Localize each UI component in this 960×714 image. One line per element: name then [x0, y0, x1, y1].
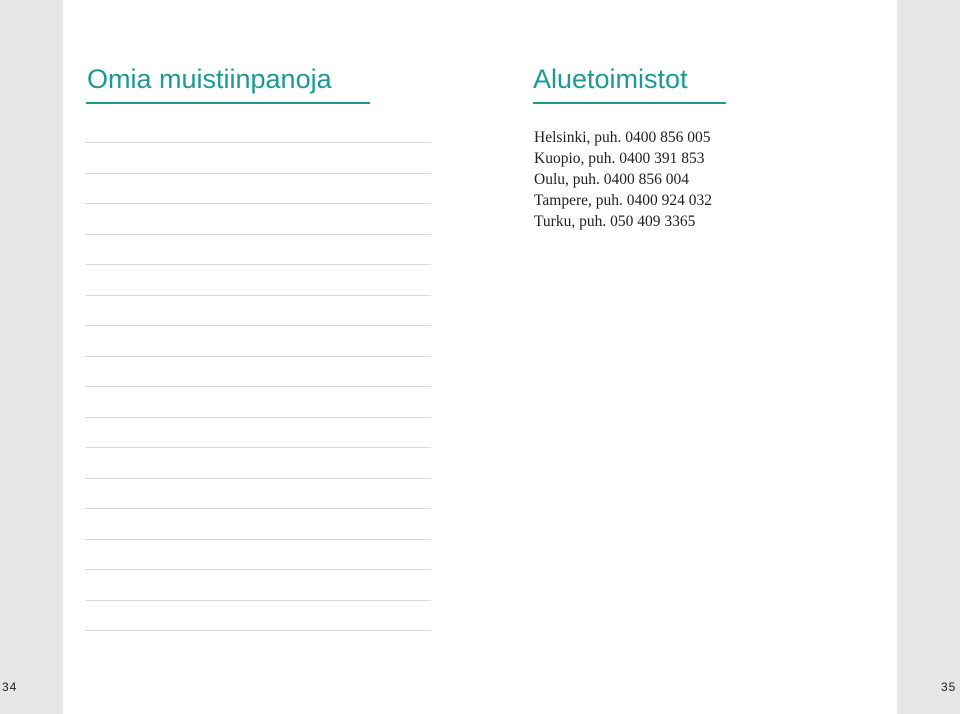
note-line [85, 600, 431, 631]
note-line [85, 569, 431, 600]
note-line [85, 203, 431, 234]
office-contact-oulu: Oulu, puh. 0400 856 004 [534, 171, 689, 188]
notes-heading-rule [86, 102, 370, 104]
note-line [85, 264, 431, 295]
note-line [85, 142, 431, 173]
note-line [85, 417, 431, 448]
note-line [85, 630, 431, 661]
note-line [85, 478, 431, 509]
page-number-left: 34 [2, 680, 18, 694]
regional-offices-heading-rule [533, 102, 726, 104]
page-spread [63, 0, 897, 714]
page-number-right: 35 [941, 680, 957, 694]
office-contact-turku: Turku, puh. 050 409 3365 [534, 213, 696, 230]
note-line [85, 234, 431, 265]
regional-offices-list [534, 127, 712, 232]
notes-heading: Omia muistiinpanoja [87, 64, 332, 94]
note-line [85, 173, 431, 204]
note-line [85, 386, 431, 417]
office-contact-kuopio: Kuopio, puh. 0400 391 853 [534, 150, 705, 167]
note-line [85, 447, 431, 478]
note-line [85, 539, 431, 570]
regional-offices-heading: Aluetoimistot [533, 64, 688, 94]
note-line [85, 356, 431, 387]
note-line [85, 508, 431, 539]
office-contact-tampere: Tampere, puh. 0400 924 032 [534, 192, 712, 209]
note-line [85, 295, 431, 326]
note-line [85, 325, 431, 356]
office-contact-helsinki: Helsinki, puh. 0400 856 005 [534, 129, 711, 146]
notes-lines [85, 142, 431, 661]
